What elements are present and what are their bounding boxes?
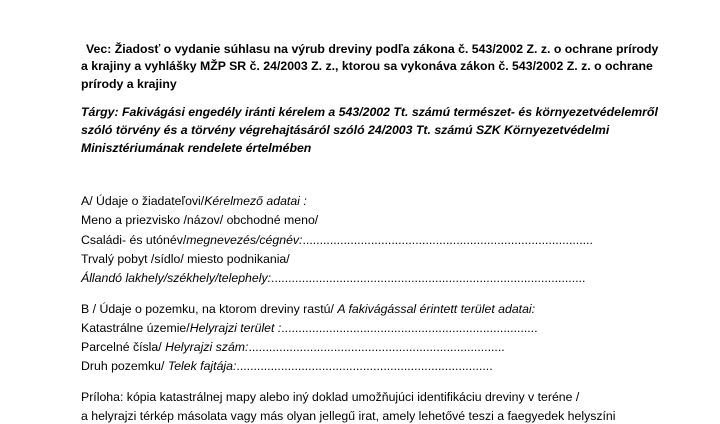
subject-hu-line-3: Minisztériumának rendelete értelmében bbox=[81, 141, 312, 155]
cadastral-label-hu: Helyrajzi terület : bbox=[189, 321, 282, 335]
subject-line-2: a krajiny a vyhlášky MŽP SR č. 24/2003 Z. z., ktorou sa vykonáva zákon č. 543/2002 Z. z. o ochrane bbox=[81, 59, 653, 73]
cadastral-label-sk: Katastrálne územie/ bbox=[81, 321, 190, 335]
parcel-label-sk: Parcelné čísla/ bbox=[81, 340, 166, 354]
family-label-sk: Családi- és utónév/ bbox=[81, 233, 187, 247]
land-type-dots: ........................................................................... bbox=[236, 359, 493, 373]
residence-label-hu: Állandó lakhely/székhely/telephely: bbox=[81, 271, 272, 285]
section-b-heading-hu: A fakivágással érintett terület adatai: bbox=[337, 302, 536, 316]
subject-line-1: Vec: Žiadosť o vydanie súhlasu na výrub dreviny podľa zákona č. 543/2002 Z. z. o ochrane prírody bbox=[86, 42, 659, 56]
residence-dots: ............................................................................................ bbox=[271, 271, 586, 285]
section-b-heading-sk: B / Údaje o pozemku, na ktorom dreviny rastú/ bbox=[81, 302, 338, 316]
subject-hu-line-2: szóló törvény és a törvény végrehajtásáról szóló 24/2003 Tt. számú SZK Környezetvédelmi bbox=[81, 123, 610, 137]
subject-hu-line-1: Tárgy: Fakivágási engedély iránti kérelem a 543/2002 Tt. számú természet- és környezetvédelemről bbox=[81, 105, 658, 119]
residence-label: Trvalý pobyt /sídlo/ miesto podnikania/ bbox=[81, 252, 290, 266]
land-type-label-hu: Telek fajtája: bbox=[167, 359, 237, 373]
family-name-field bbox=[81, 232, 593, 248]
section-a-heading-sk: A/ Údaje o žiadateľovi/ bbox=[81, 194, 205, 208]
section-a-heading-hu: Kérelmező adatai : bbox=[204, 194, 307, 208]
attachment-line-2: a helyrajzi térkép másolata vagy más olyan jellegű irat, amely lehetővé teszi a faegyedek helyszíni bbox=[81, 409, 616, 423]
subject-line-3: prírody a krajiny bbox=[81, 77, 177, 91]
name-label: Meno a priezvisko /názov/ obchodné meno/ bbox=[81, 213, 319, 227]
land-type-label-sk: Druh pozemku/ bbox=[81, 359, 168, 373]
section-b-heading bbox=[81, 301, 535, 317]
section-a-heading bbox=[81, 193, 307, 209]
cadastral-dots: ........................................................................... bbox=[281, 321, 538, 335]
attachment-line-1: Príloha: kópia katastrálnej mapy alebo iný doklad umožňujúci identifikáciu dreviny v teréne / bbox=[81, 390, 580, 404]
parcel-dots: ........................................................................... bbox=[248, 340, 505, 354]
parcel-label-hu: Helyrajzi szám: bbox=[165, 340, 249, 354]
family-dots: ..................................................................................... bbox=[302, 233, 593, 247]
cadastral-field bbox=[81, 320, 538, 336]
parcel-field bbox=[81, 339, 505, 355]
residence-field bbox=[81, 270, 585, 286]
land-type-field bbox=[81, 358, 493, 374]
family-label-hu: megnevezés/cégnév: bbox=[186, 233, 303, 247]
